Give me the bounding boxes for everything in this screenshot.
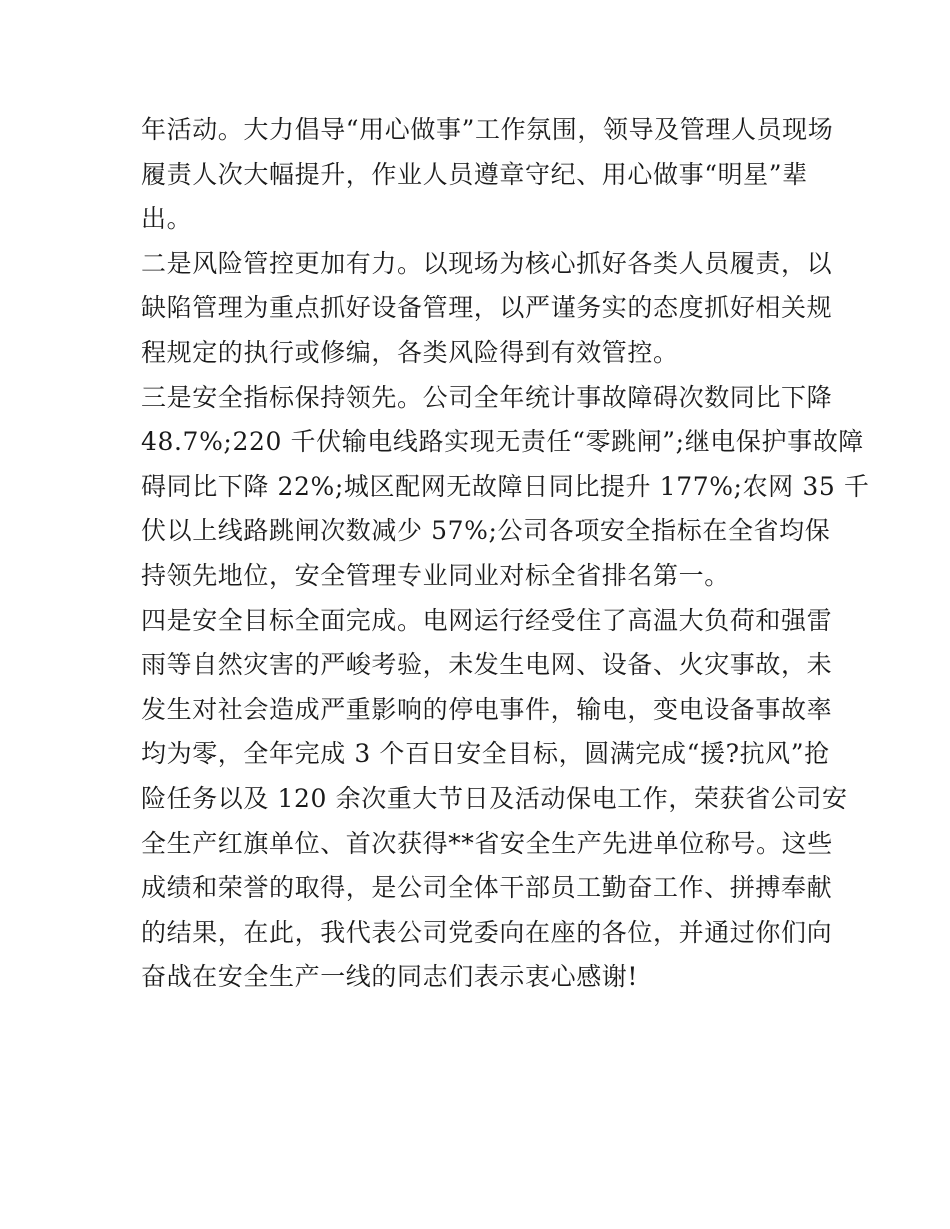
text-line: 的结果，在此，我代表公司党委向在座的各位，并通过你们向 (141, 917, 833, 947)
text-line: 二是风险管控更加有力。以现场为核心抓好各类人员履责，以 (141, 248, 833, 278)
text-line: 出。 (141, 204, 193, 234)
text-line: 履责人次大幅提升，作业人员遵章守纪、用心做事“明星”辈 (141, 159, 808, 189)
text-line: 48.7%;220 千伏输电线路实现无责任“零跳闸”;继电保护事故障 (141, 427, 864, 457)
text-line: 均为零，全年完成 3 个百日安全目标，圆满完成“援?抗风”抢 (141, 739, 830, 769)
document-body (141, 108, 870, 1000)
text-line: 伏以上线路跳闸次数减少 57%;公司各项安全指标在全省均保 (141, 516, 831, 546)
text-line: 全生产红旗单位、首次获得**省安全生产先进单位称号。这些 (141, 828, 833, 858)
text-line: 缺陷管理为重点抓好设备管理，以严谨务实的态度抓好相关规 (141, 293, 833, 323)
text-line: 雨等自然灾害的严峻考验，未发生电网、设备、火灾事故，未 (141, 650, 833, 680)
text-line: 奋战在安全生产一线的同志们表示衷心感谢! (141, 962, 639, 992)
text-line: 持领先地位，安全管理专业同业对标全省排名第一。 (141, 560, 730, 590)
text-line: 碍同比下降 22%;城区配网无故障日同比提升 177%;农网 35 千 (141, 471, 870, 501)
text-line: 成绩和荣誉的取得，是公司全体干部员工勤奋工作、拼搏奉献 (141, 873, 833, 903)
text-line: 三是安全指标保持领先。公司全年统计事故障碍次数同比下降 (141, 382, 833, 412)
text-line: 年活动。大力倡导“用心做事”工作氛围，领导及管理人员现场 (141, 115, 834, 144)
text-line: 发生对社会造成严重影响的停电事件，输电，变电设备事故率 (141, 694, 833, 724)
text-line: 程规定的执行或修编，各类风险得到有效管控。 (141, 337, 679, 367)
text-line: 险任务以及 120 余次重大节日及活动保电工作，荣获省公司安 (141, 783, 848, 813)
text-line: 四是安全目标全面完成。电网运行经受住了高温大负荷和强雷 (141, 605, 833, 635)
